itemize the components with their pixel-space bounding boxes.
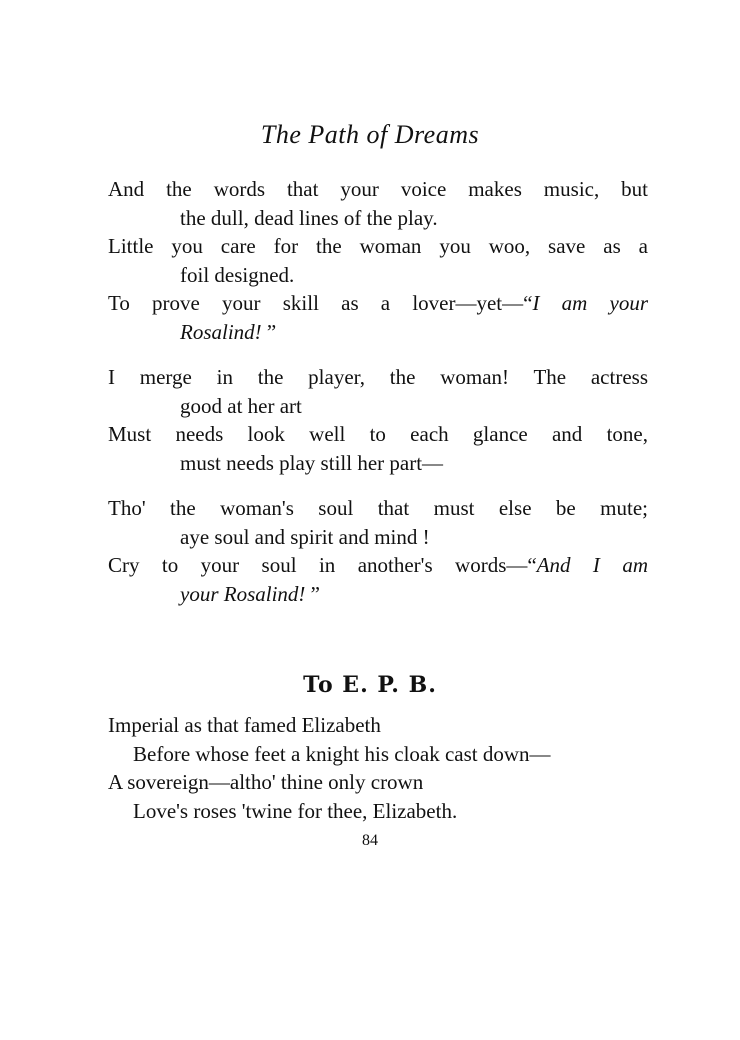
line-continuation: aye soul and spirit and mind ! [180,524,430,549]
line-continuation-plain: ” [261,319,277,344]
line-continuation: foil designed. [180,262,295,287]
line-continuation: the dull, dead lines of the play. [180,205,438,230]
poem-line [108,420,648,477]
line-continuation-italic: Rosalind! [180,319,262,344]
poem-body [108,175,648,608]
line-text [108,551,648,580]
section-heading: To E. P. B. [303,672,437,698]
line-continuation: good at her art [180,393,302,418]
line-text-italic: And I am [536,553,648,577]
dedication-line: Imperial as that famed Elizabeth [108,713,381,737]
line-text-plain: Cry to your soul in another's words—“ [108,553,537,577]
line-text [108,289,648,318]
line-text: Must needs look well to each glance and tone, [108,422,648,446]
line-text-italic: I am your [532,291,648,315]
line-continuation-italic: your Rosalind! [180,581,306,606]
dedication-poem [108,711,551,825]
line-continuation [108,318,648,347]
page-number: 84 [362,832,378,849]
line-continuation [108,580,648,609]
poem-line [108,494,648,551]
dedication-line: A sovereign—altho' thine only crown [108,770,424,794]
dedication-line: Before whose feet a knight his cloak cast down— [133,741,551,766]
line-text: I merge in the player, the woman! The actress [108,365,648,389]
line-continuation-plain: ” [305,581,320,606]
line-text: Little you care for the woman you woo, save as a [108,234,648,258]
poem-line [108,363,648,420]
line-continuation: must needs play still her part— [180,450,444,475]
line-text: Tho' the woman's soul that must else be mute; [108,496,648,520]
poem-line [108,289,648,346]
poem-line [108,232,648,289]
stanza-3 [108,494,648,608]
line-text-plain: To prove your skill as a lover—yet—“ [108,291,533,315]
line-text: And the words that your voice makes music, but [108,177,648,201]
poem-line [108,175,648,232]
stanza-2 [108,363,648,477]
page-title: The Path of Dreams [260,120,480,149]
poem-line [108,551,648,608]
dedication-line: Love's roses 'twine for thee, Elizabeth. [133,798,458,823]
stanza-1 [108,175,648,346]
